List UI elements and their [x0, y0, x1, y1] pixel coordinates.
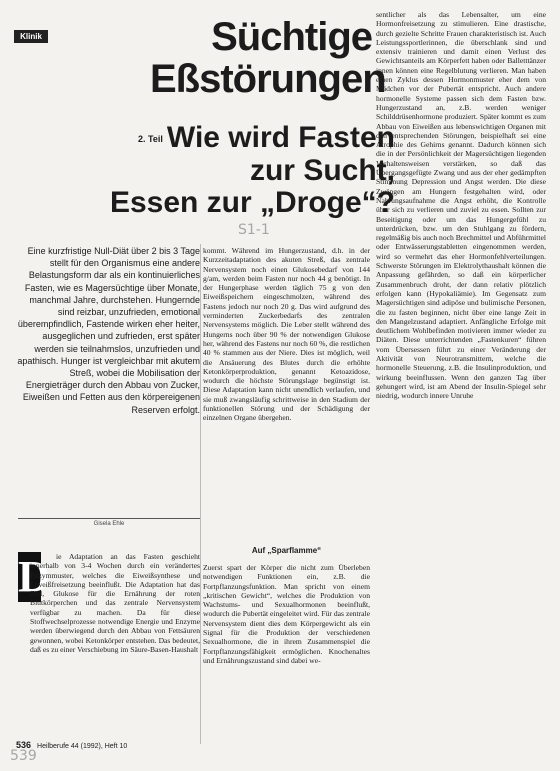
column-divider [200, 244, 201, 744]
body-column-1 [30, 552, 200, 654]
body-text-col1: ie Adaptation an das Fasten geschieht innerhalb von 3-4 Wochen durch ein verändertes Enzymmuster, welches die Eiweißsynthese und Eiweißfreisetzung beeinflußt. Die Adaptation hat das Ziel, Glukose für die Ernährung der roten Blutkörperchen und das zentrale Nervensystem verfügbar zu machen. Da für diese Stoffwechselprozesse notwendige Energie und Enzyme werden überwiegend durch den Abbau von Fettsäuren gewonnen, wobei Ketonkörper entstehen. Das bedeutet, daß es zu einer Verschiebung im Säure-Basen-Haushalt [30, 552, 200, 654]
section-tag: Klinik [14, 30, 48, 43]
title-line-2: Eßstörungen [150, 57, 386, 101]
handwritten-page-number: 539 [10, 748, 37, 764]
section-subhead: Auf „Sparflamme“ [251, 546, 322, 555]
body-column-2b [203, 563, 370, 665]
article-subtitle [40, 122, 395, 219]
author-credit: Gisela Ehle [93, 521, 125, 527]
title-line-1: Süchtige [211, 15, 372, 59]
subtitle-line-1: Wie wird Fasten [166, 121, 395, 154]
handwritten-mark: S1-1 [238, 222, 270, 238]
lead-paragraph: Eine kurzfristige Null-Diät über 2 bis 3 Tage stellt für den Organismus eine andere Belastungsform dar als ein kontinuierliches Fasten, wie es Magersüchtige über Monate, manchmal Jahre, durchstehen. Hungernde sind reizbar, unzufrieden, emotional überempfindlich, Fastende wirken eher heiter, ausgeglichen und zufrieden, erst später werden sie teilnahmslos, unzufrieden und apathisch. Hunger ist vergleichbar mit akutem Streß, wobei die Mobilisation der Energieträger durch den Abbau von Zucker, Eiweißen und Fetten aus den körpereigenen Reserven erfolgt. [17, 246, 200, 415]
page-number: 536 [16, 740, 32, 750]
body-column-2 [203, 246, 370, 423]
drop-cap: D [18, 552, 50, 601]
journal-citation: Heilberufe 44 (1992), Heft 10 [37, 743, 128, 750]
subtitle-line-3: Essen zur „Droge“? [109, 186, 395, 220]
body-text-col2b: Zuerst spart der Körper die nicht zum Überleben notwendigen Funktionen ein, z.B. die Fortpflanzungsfunktion. Man spricht von einem „kritischen Gewicht“, welches die Produktion von Wachstums- und Sexualhormonen beeinflußt, wodurch die Pubertät eingeleitet wird. Für das zentrale Nervensystem dient dies dem Körpergewicht als ein Signal für die Produktion der verschiedenen Sexualhormone, die in ihrem Zusammenspiel die Fortpflanzungsfähigkeit ermöglichen. Knochenaltes und Ernährungszustand sind dabei we- [203, 563, 370, 665]
credit-divider [18, 518, 200, 519]
subtitle-part-tag: 2. Teil [138, 134, 163, 145]
body-text-col2: kommt. Während im Hungerzustand, d.h. in der Kurzzeitadaptation des akuten Streß, das zentrale Nervensystem noch einen Glukosebedarf von 144 g/am, werden beim Fasten nur noch 44 g benötigt. In der Hungerphase werden täglich 75 g von den Eiweißspeichern eingeschmolzen, während des Fastens jedoch nur noch 20 g. Das wird aufgrund des verminderten Zuckerbedarfs des zentralen Nervensystems möglich. Die Leber stellt während des Hungerns noch über 90 % der notwendigen Glukose her, während des Fastens nur noch 60 %, die restlichen 40 % stammen aus der Niere. Dies ist möglich, weil die Ansäuerung des Blutes durch die erhöhte Ketonkörperproduktion, genannt Ketoazidose, wodurch die höchste Störungslage begünstigt ist. Diese Adaptation kann nicht unendlich verlaufen, und sie muß zwangsläufig schrittweise in den Stadium der funktionellen Störung und der Schädigung der einzelnen Organe übergehen. [203, 246, 370, 423]
body-column-3 [376, 10, 546, 400]
subtitle-line-2: zur Sucht, [249, 154, 395, 188]
body-text-col3: sentlicher als das Lebensalter, um eine Hormonfreisetzung zu stimulieren. Eine drastische, durch gezielte Schritte Frauen charakteristisch ist. Auch Leistungssportlerinnen, die überschlank sind und extensiv trainieren und damit einen Verlust des Gewichtsanteils am Körperfett haben oder Balletttänzer innen können eine Regelblutung verlieren. Man haben einen Zyklus dessen Hormonmuster eher dem von Mädchen vor der Pubertät entspricht. Auch andere hormonelle Systeme passen sich dem Fasten bzw. Hungerzustand an, z.B. werden weniger Schilddrüsenhormone produziert. Später kommt es zum Abbau von Eiweißen aus lebenswichtigen Organen mit den entsprechenden Störungen, beispielhaft sei eine Atrophie des Gehirns genannt. Dadurch können sich die in der Persönlichkeit der Magersüchtigen liegenden Verhaltensweisen verstärken, so daß das Übergangsgefügte Zwang und aus der eher gedämpften Stimmung Depression und Angst werden. Die diese Zwängen am Hungern festgehalten wird, oder Nahrungsaufnahme die Angst erhöht, die Kontrolle über sich zu verlieren und zuviel zu essen. Sollten zur Beseitigung oder um das Hungergefühl zu unterdrücken, bzw. um den Stuhlgang zu fördern, regelmäßig bis auch noch Brechmittel und Abführmittel oder Entwässerungstabletten eingenommen werden, wird so vermehrt das eher Hormonfehlverteilungen. Schwerste Störungen im Elektrolythaushalt können die Anpassung gefährden, so daß ein körperlicher Zusammenbruch droht, der dann relativ plötzlich erfolgen kann (Hypokaliämie). Im Gegensatz zum Magersüchtigen sind adipöse und bulimische Personen, die zu fasten beginnen, nicht über eine lange Zeit in den Mangelzustand adaptiert. Anfängliche Erfolge mit deutlichem Wohlbefinden motivieren immer wieder zu Diäten. Diese unterrichtenden „Fastenkuren“ führen vom Übersessen führt zu einer Veränderung der Aktivität von Neurotransmittern, welche die hormonelle Steuerung, z.B. die Insulinproduktion, und wirkung beeinflussen. Wenn den ganzen Tag über gehungert wird, ist am Abend der Insulin-Spiegel sehr niedrig, wodurch innere Unruhe [376, 10, 546, 401]
article-title [150, 15, 386, 101]
